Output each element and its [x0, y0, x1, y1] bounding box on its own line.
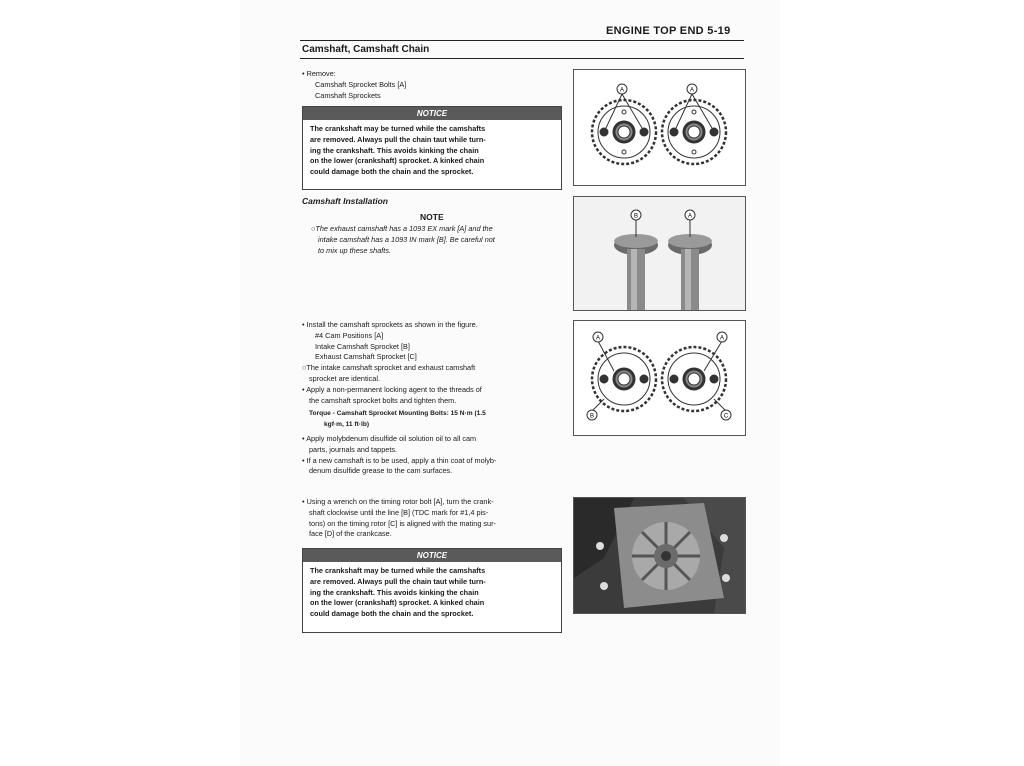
note-line: ○The exhaust camshaft has a 1093 EX mark [A] and the	[311, 224, 493, 233]
step-line: • If a new camshaft is to be used, apply a thin coat of molyb-	[302, 455, 497, 465]
torque-spec: Torque - Camshaft Sprocket Mounting Bolts: 15 N·m (1.5	[309, 410, 486, 418]
notice-box	[302, 106, 562, 190]
step-line: sprocket are identical.	[309, 373, 380, 383]
note-line: to mix up these shafts.	[318, 245, 392, 255]
timing-step	[302, 497, 496, 540]
header-rule	[300, 40, 744, 41]
timing-line: shaft clockwise until the line [B] (TDC mark for #1,4 pis-	[309, 507, 489, 517]
notice-body	[303, 120, 561, 181]
timing-line: face [D] of the crankcase.	[309, 529, 392, 539]
notice-line: are removed. Always pull the chain taut while turn-	[310, 576, 486, 586]
step-line: • Apply a non-permanent locking agent to the threads of	[302, 384, 482, 394]
notice-body	[303, 562, 561, 623]
figure-camshaft-marks	[573, 196, 746, 311]
section-title: Camshaft, Camshaft Chain	[302, 44, 430, 55]
notice-line: ing the crankshaft. This avoids kinking the chain	[310, 145, 479, 155]
notice-line: are removed. Always pull the chain taut while turn-	[310, 134, 486, 144]
callout-label: A	[719, 335, 725, 342]
remove-line: Camshaft Sprockets	[315, 90, 381, 100]
timing-line: tons) on the timing rotor [C] is aligned with the mating sur-	[309, 518, 496, 528]
callout-label: B	[589, 413, 595, 420]
step-line: Exhaust Camshaft Sprocket [C]	[315, 352, 417, 362]
notice-line: The crankshaft may be turned while the camshafts	[310, 124, 486, 133]
section-rule	[300, 58, 744, 59]
timing-line: • Using a wrench on the timing rotor bolt [A], turn the crank-	[302, 497, 494, 506]
callout-label: A	[595, 335, 601, 342]
figure-camshaft-sprockets	[573, 69, 746, 186]
step-line: • Install the camshaft sprockets as shown in the figure.	[302, 320, 478, 329]
step-line: denum disulfide grease to the cam surfaces.	[309, 466, 453, 476]
step-line: • Apply molybdenum disulfide oil solution oil to all cam	[302, 433, 477, 443]
callout-label: A	[687, 213, 693, 220]
notice-line: on the lower (crankshaft) sprocket. A kinked chain	[310, 156, 485, 166]
note-title: NOTE	[420, 212, 444, 222]
sprocket-position-illustration	[574, 321, 745, 435]
notice-line: on the lower (crankshaft) sprocket. A kinked chain	[310, 598, 485, 608]
remove-line: • Remove:	[302, 69, 336, 78]
note-line: intake camshaft has a 1093 IN mark [B]. Be careful not	[318, 234, 495, 244]
figure-sprocket-positions	[573, 320, 746, 436]
notice-title: NOTICE	[303, 549, 561, 562]
notice-line: could damage both the chain and the sprocket.	[310, 609, 474, 619]
notice-title: NOTICE	[303, 107, 561, 120]
notice-box	[302, 548, 562, 633]
callout-label: A	[619, 87, 625, 94]
page-header: ENGINE TOP END 5-19	[606, 25, 731, 37]
notice-line: ing the crankshaft. This avoids kinking the chain	[310, 587, 479, 597]
notice-line: could damage both the chain and the sprocket.	[310, 167, 474, 177]
sprocket-illustration	[574, 70, 745, 185]
figure-timing-rotor	[573, 497, 746, 614]
note-body	[311, 224, 495, 256]
install-steps	[302, 320, 496, 477]
step-line: #4 Cam Positions [A]	[315, 330, 384, 340]
callout-label: C	[723, 413, 729, 420]
notice-line: The crankshaft may be turned while the camshafts	[310, 566, 486, 575]
step-line: Intake Camshaft Sprocket [B]	[315, 341, 410, 351]
callout-label: A	[689, 87, 695, 94]
step-line: ○The intake camshaft sprocket and exhaust camshaft	[302, 363, 476, 373]
installation-heading: Camshaft Installation	[302, 196, 388, 206]
step-line: the camshaft sprocket bolts and tighten them.	[309, 395, 457, 405]
remove-block	[302, 69, 406, 101]
torque-spec: kgf·m, 11 ft·lb)	[324, 421, 370, 429]
timing-rotor-photo	[574, 498, 745, 613]
remove-line: Camshaft Sprocket Bolts [A]	[315, 79, 407, 89]
callout-label: B	[633, 213, 639, 220]
camshaft-photo	[574, 197, 745, 310]
step-line: parts, journals and tappets.	[309, 444, 398, 454]
